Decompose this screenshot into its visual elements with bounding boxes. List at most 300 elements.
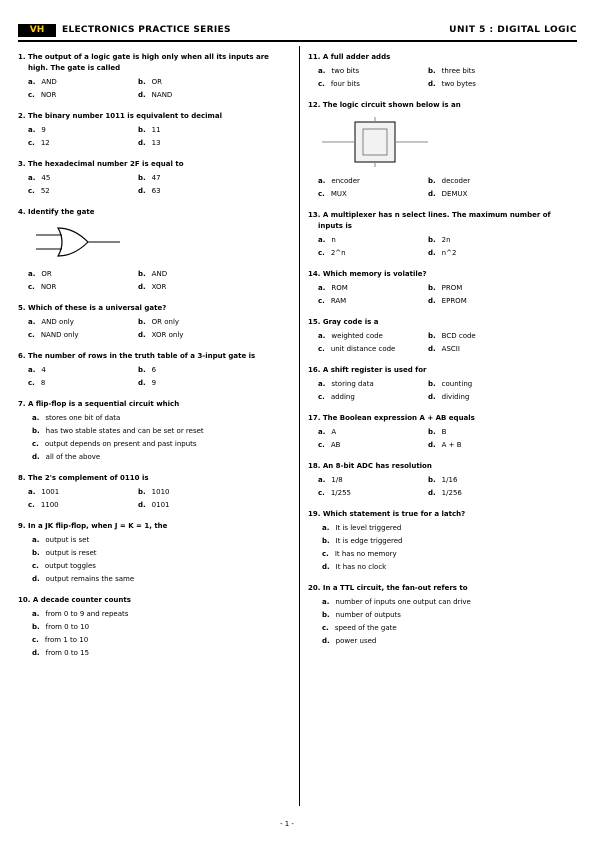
option-text: NAND only <box>40 331 79 339</box>
question-text: 16. A shift register is used for <box>308 366 427 374</box>
answer-option <box>318 440 428 450</box>
answer-option <box>28 173 138 183</box>
option-letter: c. <box>32 636 39 644</box>
answer-option <box>318 189 428 199</box>
option-text: 63 <box>151 187 161 195</box>
question-text: 6. The number of rows in the truth table of a 3-input gate is <box>18 352 256 360</box>
option-text: A + B <box>441 441 462 449</box>
option-letter: d. <box>138 379 146 387</box>
option-text: EPROM <box>441 297 467 305</box>
answer-option <box>32 561 288 571</box>
answer-option <box>318 475 428 485</box>
option-letter: a. <box>28 366 36 374</box>
answer-option <box>138 282 248 292</box>
option-text: 1/16 <box>441 476 458 484</box>
question-item <box>18 595 288 658</box>
option-text: It has no memory <box>334 550 397 558</box>
option-letter: d. <box>428 249 436 257</box>
answer-option <box>32 439 288 449</box>
answer-option <box>322 549 576 559</box>
answer-option <box>28 317 138 327</box>
option-letter: d. <box>138 139 146 147</box>
option-letter: d. <box>138 283 146 291</box>
answer-options <box>308 523 576 572</box>
option-text: output depends on present and past inputs <box>44 440 197 448</box>
answer-option <box>32 413 288 423</box>
answer-option <box>318 392 428 402</box>
question-item <box>308 100 576 199</box>
option-letter: c. <box>32 562 39 570</box>
option-letter: d. <box>428 393 436 401</box>
answer-option <box>318 66 428 76</box>
option-text: XOR <box>151 283 167 291</box>
option-letter: a. <box>28 270 36 278</box>
option-letter: d. <box>138 331 146 339</box>
question-text: 3. The hexadecimal number 2F is equal to <box>18 160 184 168</box>
question-item <box>18 303 288 340</box>
option-letter: b. <box>138 126 146 134</box>
option-letter: b. <box>428 380 436 388</box>
option-letter: c. <box>28 139 35 147</box>
answer-option <box>28 330 138 340</box>
question-text: 11. A full adder adds <box>308 53 391 61</box>
question-item <box>18 351 288 388</box>
option-text: counting <box>441 380 473 388</box>
option-text: unit distance code <box>330 345 396 353</box>
answer-option <box>138 186 248 196</box>
option-text: two bytes <box>441 80 476 88</box>
answer-options <box>308 427 576 450</box>
option-letter: c. <box>318 297 325 305</box>
option-text: encoder <box>331 177 360 185</box>
option-letter: c. <box>28 331 35 339</box>
option-letter: d. <box>138 91 146 99</box>
answer-options <box>18 125 288 148</box>
answer-options <box>18 269 288 292</box>
answer-options <box>18 609 288 658</box>
option-letter: b. <box>428 177 436 185</box>
question-text: 13. A multiplexer has n select lines. The maximum number of inputs is <box>308 211 551 230</box>
answer-option <box>138 500 248 510</box>
answer-options <box>308 331 576 354</box>
question-item <box>308 461 576 498</box>
option-text: NOR <box>40 91 57 99</box>
answer-option <box>318 296 428 306</box>
answer-options <box>308 66 576 89</box>
option-text: NOR <box>40 283 57 291</box>
option-letter: c. <box>322 624 329 632</box>
option-text: BCD code <box>441 332 476 340</box>
answer-options <box>18 77 288 100</box>
answer-option <box>428 475 538 485</box>
answer-option <box>322 636 576 646</box>
option-letter: c. <box>318 441 325 449</box>
answer-option <box>428 176 538 186</box>
answer-option <box>428 189 538 199</box>
option-text: NAND <box>151 91 173 99</box>
answer-option <box>318 176 428 186</box>
answer-option <box>318 331 428 341</box>
answer-option <box>138 317 248 327</box>
question-item <box>18 159 288 196</box>
option-text: 45 <box>41 174 51 182</box>
answer-options <box>308 283 576 306</box>
option-letter: c. <box>318 190 325 198</box>
option-letter: a. <box>318 236 326 244</box>
option-letter: a. <box>28 318 36 326</box>
header-unit: UNIT 5 : DIGITAL LOGIC <box>449 25 577 35</box>
left-column <box>18 52 288 669</box>
option-text: 6 <box>151 366 157 374</box>
answer-option <box>428 488 538 498</box>
option-text: 1010 <box>151 488 170 496</box>
question-item <box>308 413 576 450</box>
option-letter: d. <box>428 345 436 353</box>
option-text: 8 <box>40 379 46 387</box>
option-text: stores one bit of data <box>45 414 121 422</box>
answer-options <box>18 413 288 462</box>
option-letter: d. <box>32 453 40 461</box>
answer-option <box>28 186 138 196</box>
option-letter: b. <box>32 623 40 631</box>
option-text: number of outputs <box>335 611 401 619</box>
option-text: 52 <box>40 187 50 195</box>
option-letter: c. <box>28 283 35 291</box>
publisher-logo: VH <box>18 24 56 37</box>
answer-option <box>428 79 538 89</box>
answer-option <box>138 365 248 375</box>
option-text: 12 <box>40 139 50 147</box>
option-text: 1001 <box>41 488 60 496</box>
option-text: DEMUX <box>441 190 468 198</box>
option-letter: b. <box>428 332 436 340</box>
question-item <box>308 583 576 646</box>
page-header <box>18 22 577 42</box>
question-text: 1. The output of a logic gate is high only when all its inputs are high. The gate is called <box>18 53 269 72</box>
option-text: from 0 to 10 <box>45 623 90 631</box>
option-letter: a. <box>322 598 330 606</box>
answer-option <box>318 488 428 498</box>
answer-option <box>28 77 138 87</box>
option-text: AND <box>151 270 168 278</box>
option-text: weighted code <box>331 332 383 340</box>
option-letter: a. <box>318 428 326 436</box>
answer-option <box>318 248 428 258</box>
answer-option <box>322 623 576 633</box>
option-text: speed of the gate <box>334 624 397 632</box>
option-letter: a. <box>318 284 326 292</box>
answer-option <box>32 622 288 632</box>
option-text: output remains the same <box>45 575 135 583</box>
option-letter: b. <box>138 366 146 374</box>
option-text: four bits <box>330 80 360 88</box>
option-letter: a. <box>322 524 330 532</box>
question-text: 20. In a TTL circuit, the fan-out refers to <box>308 584 468 592</box>
question-item <box>308 365 576 402</box>
option-letter: d. <box>138 501 146 509</box>
option-letter: c. <box>318 345 325 353</box>
option-letter: b. <box>322 611 330 619</box>
option-letter: b. <box>428 67 436 75</box>
answer-option <box>428 331 538 341</box>
option-text: 0101 <box>151 501 170 509</box>
question-item <box>308 509 576 572</box>
option-text: 1/256 <box>441 489 462 497</box>
option-text: 9 <box>151 379 157 387</box>
option-letter: d. <box>32 649 40 657</box>
option-letter: a. <box>32 610 40 618</box>
answer-option <box>428 248 538 258</box>
answer-option <box>28 269 138 279</box>
answer-option <box>322 597 576 607</box>
answer-options <box>308 176 576 199</box>
option-letter: d. <box>322 637 330 645</box>
answer-option <box>28 282 138 292</box>
option-text: output is reset <box>45 549 97 557</box>
option-text: 2^n <box>330 249 346 257</box>
question-text: 17. The Boolean expression A + AB equals <box>308 414 475 422</box>
option-text: AND <box>41 78 57 86</box>
answer-option <box>28 90 138 100</box>
option-text: 11 <box>151 126 161 134</box>
answer-option <box>428 379 538 389</box>
answer-option <box>32 548 288 558</box>
option-text: It has no clock <box>335 563 387 571</box>
answer-option <box>32 648 288 658</box>
option-text: OR <box>151 78 163 86</box>
answer-option <box>428 235 538 245</box>
answer-option <box>322 562 576 572</box>
option-letter: b. <box>428 236 436 244</box>
option-letter: c. <box>322 550 329 558</box>
option-letter: a. <box>318 177 326 185</box>
answer-options <box>18 535 288 584</box>
question-text: 4. Identify the gate <box>18 208 95 216</box>
answer-option <box>318 427 428 437</box>
answer-option <box>322 610 576 620</box>
answer-option <box>138 90 248 100</box>
question-text: 10. A decade counter counts <box>18 596 131 604</box>
question-item <box>18 399 288 462</box>
answer-option <box>318 283 428 293</box>
option-text: AND only <box>41 318 74 326</box>
option-letter: b. <box>138 318 146 326</box>
option-letter: a. <box>318 476 326 484</box>
header-title: ELECTRONICS PRACTICE SERIES <box>62 25 231 35</box>
option-text: MUX <box>330 190 347 198</box>
answer-option <box>138 269 248 279</box>
question-text: 7. A flip-flop is a sequential circuit which <box>18 400 180 408</box>
option-letter: a. <box>318 67 326 75</box>
answer-options <box>308 597 576 646</box>
option-text: from 1 to 10 <box>44 636 89 644</box>
answer-option <box>138 125 248 135</box>
answer-option <box>28 365 138 375</box>
answer-options <box>18 173 288 196</box>
option-text: 13 <box>151 139 161 147</box>
answer-option <box>428 66 538 76</box>
option-text: n <box>331 236 336 244</box>
question-item <box>308 317 576 354</box>
right-column <box>308 52 576 657</box>
answer-option <box>32 635 288 645</box>
option-text: two bits <box>331 67 360 75</box>
question-item <box>308 269 576 306</box>
answer-option <box>138 173 248 183</box>
option-letter: a. <box>32 536 40 544</box>
option-text: A <box>331 428 337 436</box>
option-letter: b. <box>428 284 436 292</box>
option-letter: b. <box>32 427 40 435</box>
option-text: It is edge triggered <box>335 537 403 545</box>
option-letter: d. <box>428 190 436 198</box>
option-text: from 0 to 15 <box>45 649 90 657</box>
option-text: 4 <box>41 366 46 374</box>
option-text: 9 <box>41 126 46 134</box>
answer-option <box>28 138 138 148</box>
option-text: It is level triggered <box>335 524 402 532</box>
question-item <box>18 207 288 292</box>
option-letter: a. <box>318 332 326 340</box>
answer-option <box>138 138 248 148</box>
option-text: 47 <box>151 174 161 182</box>
answer-options <box>308 475 576 498</box>
answer-option <box>428 296 538 306</box>
option-letter: b. <box>138 488 146 496</box>
option-letter: d. <box>428 489 436 497</box>
question-item <box>18 111 288 148</box>
answer-option <box>428 440 538 450</box>
option-text: ROM <box>331 284 348 292</box>
option-letter: c. <box>32 440 39 448</box>
answer-options <box>308 235 576 258</box>
option-text: adding <box>330 393 355 401</box>
answer-option <box>28 378 138 388</box>
answer-option <box>28 500 138 510</box>
question-text: 2. The binary number 1011 is equivalent to decimal <box>18 112 222 120</box>
block-diagram-figure <box>320 117 430 167</box>
answer-option <box>428 344 538 354</box>
option-letter: c. <box>28 501 35 509</box>
option-letter: d. <box>428 297 436 305</box>
question-text: 15. Gray code is a <box>308 318 379 326</box>
option-letter: c. <box>28 379 35 387</box>
question-text: 9. In a JK flip-flop, when J = K = 1, the <box>18 522 168 530</box>
question-text: 18. An 8-bit ADC has resolution <box>308 462 432 470</box>
option-letter: b. <box>138 270 146 278</box>
option-letter: b. <box>138 174 146 182</box>
option-text: dividing <box>441 393 470 401</box>
answer-option <box>138 77 248 87</box>
page-number: - 1 - <box>280 820 294 828</box>
answer-option <box>32 426 288 436</box>
option-text: from 0 to 9 and repeats <box>45 610 129 618</box>
option-text: B <box>441 428 447 436</box>
answer-option <box>428 392 538 402</box>
option-letter: c. <box>318 393 325 401</box>
question-text: 8. The 2's complement of 0110 is <box>18 474 149 482</box>
option-text: 1/8 <box>331 476 343 484</box>
question-text: 19. Which statement is true for a latch? <box>308 510 466 518</box>
option-text: has two stable states and can be set or reset <box>45 427 204 435</box>
option-letter: d. <box>138 187 146 195</box>
answer-option <box>428 427 538 437</box>
option-text: all of the above <box>45 453 101 461</box>
option-letter: b. <box>428 428 436 436</box>
answer-option <box>318 344 428 354</box>
option-text: OR only <box>151 318 180 326</box>
option-letter: b. <box>428 476 436 484</box>
option-letter: c. <box>28 91 35 99</box>
answer-option <box>428 283 538 293</box>
answer-option <box>28 487 138 497</box>
option-letter: d. <box>32 575 40 583</box>
answer-option <box>138 487 248 497</box>
option-letter: c. <box>318 80 325 88</box>
column-divider <box>299 46 300 806</box>
option-letter: c. <box>28 187 35 195</box>
question-text: 5. Which of these is a universal gate? <box>18 304 167 312</box>
option-letter: d. <box>428 441 436 449</box>
option-letter: b. <box>322 537 330 545</box>
answer-options <box>308 379 576 402</box>
option-letter: b. <box>138 78 146 86</box>
answer-option <box>32 535 288 545</box>
question-item <box>308 210 576 258</box>
question-item <box>18 521 288 584</box>
option-letter: a. <box>28 78 36 86</box>
option-text: 2n <box>441 236 451 244</box>
answer-option <box>322 523 576 533</box>
option-letter: d. <box>428 80 436 88</box>
question-text: 12. The logic circuit shown below is an <box>308 101 461 109</box>
option-text: 1100 <box>40 501 59 509</box>
option-text: 1/255 <box>330 489 351 497</box>
logic-gate-figure <box>28 224 128 260</box>
option-text: AB <box>330 441 341 449</box>
option-text: OR <box>41 270 52 278</box>
option-text: output is set <box>45 536 90 544</box>
option-text: ASCII <box>441 345 460 353</box>
option-text: power used <box>335 637 377 645</box>
option-text: storing data <box>331 380 374 388</box>
option-text: XOR only <box>151 331 184 339</box>
option-letter: c. <box>318 249 325 257</box>
option-letter: a. <box>28 126 36 134</box>
header-rule <box>18 40 577 42</box>
option-letter: c. <box>318 489 325 497</box>
answer-option <box>138 378 248 388</box>
answer-options <box>18 487 288 510</box>
answer-option <box>138 330 248 340</box>
answer-option <box>28 125 138 135</box>
answer-options <box>18 317 288 340</box>
option-text: number of inputs one output can drive <box>335 598 471 606</box>
answer-option <box>322 536 576 546</box>
question-text: 14. Which memory is volatile? <box>308 270 427 278</box>
option-text: decoder <box>441 177 471 185</box>
option-text: n^2 <box>441 249 457 257</box>
option-text: PROM <box>441 284 463 292</box>
option-letter: a. <box>28 488 36 496</box>
option-letter: a. <box>32 414 40 422</box>
option-letter: d. <box>322 563 330 571</box>
option-text: RAM <box>330 297 347 305</box>
question-item <box>308 52 576 89</box>
option-letter: a. <box>28 174 36 182</box>
answer-option <box>32 452 288 462</box>
option-letter: b. <box>32 549 40 557</box>
